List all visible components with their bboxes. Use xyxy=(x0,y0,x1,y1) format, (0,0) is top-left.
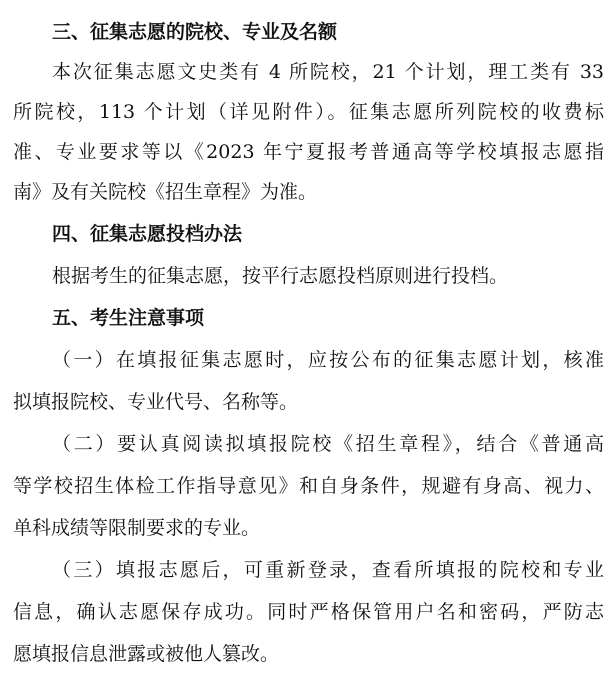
section-5-item-1-line-2: 拟填报院校、专业代号、名称等。 xyxy=(13,391,299,413)
section-5-item-2-line-2: 等学校招生体检工作指导意见》和自身条件，规避有身高、视力、 xyxy=(13,475,604,497)
section-4-line-1: 根据考生的征集志愿，按平行志愿投档原则进行投档。 xyxy=(52,265,509,287)
section-3-line-1: 本次征集志愿文史类有 4 所院校，21 个计划，理工类有 33 xyxy=(52,61,604,83)
section-5-item-3-line-3: 愿填报信息泄露或被他人篡改。 xyxy=(13,643,280,665)
section-3-heading: 三、征集志愿的院校、专业及名额 xyxy=(52,21,338,43)
section-3-line-3: 准、专业要求等以《2023 年宁夏报考普通高等学校填报志愿指 xyxy=(13,141,604,163)
section-5-item-2-line-3: 单科成绩等限制要求的专业。 xyxy=(13,517,261,539)
section-5-item-3-line-2: 信息，确认志愿保存成功。同时严格保管用户名和密码，严防志 xyxy=(13,601,604,623)
section-5-item-1-line-1: （一）在填报征集志愿时，应按公布的征集志愿计划，核准 xyxy=(52,349,604,371)
section-5-item-2-line-1: （二）要认真阅读拟填报院校《招生章程》，结合《普通高 xyxy=(52,433,604,455)
section-4-heading: 四、征集志愿投档办法 xyxy=(52,223,243,245)
section-5-item-3-line-1: （三）填报志愿后，可重新登录，查看所填报的院校和专业 xyxy=(52,559,604,581)
section-3-line-2: 所院校，113 个计划（详见附件）。征集志愿所列院校的收费标 xyxy=(13,101,604,123)
section-3-line-4: 南》及有关院校《招生章程》为准。 xyxy=(13,181,318,203)
section-5-heading: 五、考生注意事项 xyxy=(52,307,205,329)
